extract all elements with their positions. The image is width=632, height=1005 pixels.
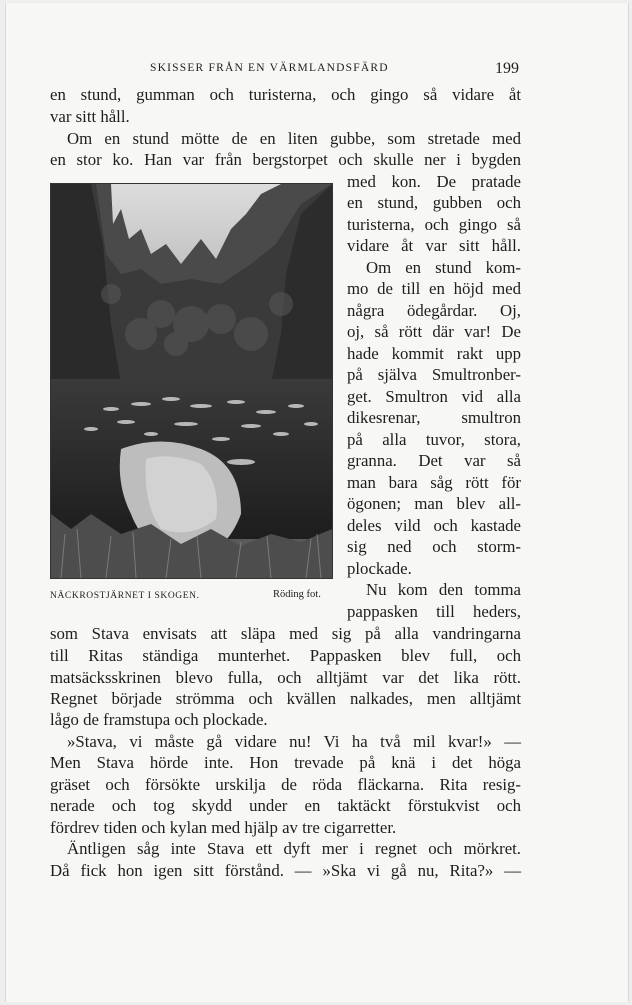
text-line: oj, så rött där var! De <box>347 322 521 341</box>
text-line: som Stava envisats att släpa med sig på alla vandringarna <box>50 624 521 643</box>
text-line: var sitt håll. <box>50 107 130 126</box>
text-line: pappasken till heders, <box>347 602 521 621</box>
text-line: på alla tuvor, stora, <box>347 430 521 449</box>
text-line: gräset och försökte urskilja de röda fläckarna. Rita resig- <box>50 775 521 794</box>
text-line: Om en stund mötte de en liten gubbe, som stretade med <box>67 129 521 148</box>
text-line: get. Smultron vid alla <box>347 387 521 406</box>
text-line: en stund, gumman och turisterna, och gingo så vidare åt <box>50 85 521 104</box>
page-number: 199 <box>495 60 519 77</box>
text-line: med kon. De pratade <box>347 172 521 191</box>
text-line: fördrev tiden och kylan med hjälp av tre cigarretter. <box>50 818 397 837</box>
text-line: på själva Smultronber- <box>347 365 521 384</box>
text-line: dikesrenar, smultron <box>347 408 521 427</box>
text-line: man bara såg rött för <box>347 473 521 492</box>
text-line: Då fick hon igen sitt förstånd. — »Ska vi gå nu, Rita?» — <box>50 861 521 880</box>
text-line: några ödegårdar. Oj, <box>347 301 521 320</box>
text-line: en stund, gubben och <box>347 193 521 212</box>
text-line: en stor ko. Han var från bergstorpet och skulle ner i bygden <box>50 150 521 169</box>
text-line: granna. Det var så <box>347 451 521 470</box>
forest-lake-photograph <box>50 183 333 579</box>
photo-credit: Röding fot. <box>273 589 321 600</box>
text-line: nerade och tog skydd under en taktäckt förstukvist och <box>50 796 521 815</box>
text-line: Men Stava hörde inte. Hon trevade på knä i det höga <box>50 753 521 772</box>
text-line: turisterna, och gingo så <box>347 215 521 234</box>
figure-caption: NÄCKROSTJÄRNET I SKOGEN. <box>50 591 200 601</box>
text-line: »Stava, vi måste gå vidare nu! Vi ha två mil kvar!» — <box>67 732 521 751</box>
text-line: sig ned och storm- <box>347 537 521 556</box>
text-line: deles vild och kastade <box>347 516 521 535</box>
text-line: ögonen; man blev all- <box>347 494 521 513</box>
text-line: lågo de framstupa och plockade. <box>50 710 268 729</box>
text-line: matsäcksskrinen blevo fulla, och alltjämt var det lika rött. <box>50 668 521 687</box>
running-title: SKISSER FRÅN EN VÄRMLANDSFÄRD <box>150 62 389 74</box>
text-line: vidare åt var sitt håll. <box>347 236 521 255</box>
text-line: Regnet började strömma och kvällen nalkades, men alltjämt <box>50 689 521 708</box>
text-line: Om en stund kom- <box>366 258 521 277</box>
text-line: mo de till en höjd med <box>347 279 521 298</box>
text-line: plockade. <box>347 559 412 578</box>
text-line: Nu kom den tomma <box>366 580 521 599</box>
text-line: hade kommit rakt upp <box>347 344 521 363</box>
text-line: till Ritas ständiga munterhet. Pappasken blev full, och <box>50 646 521 665</box>
text-line: Äntligen såg inte Stava ett dyft mer i regnet och mörkret. <box>67 839 521 858</box>
